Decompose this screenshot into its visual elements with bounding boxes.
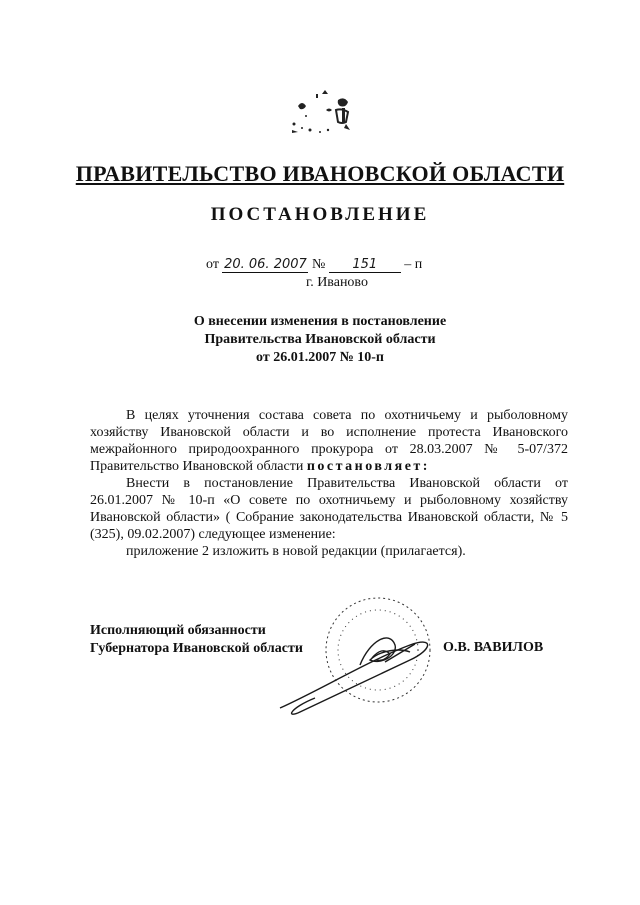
subject-line: Правительства Ивановской области xyxy=(204,332,436,347)
document-number: 151 xyxy=(329,257,401,273)
registration-line xyxy=(206,257,466,273)
document-date: 20. 06. 2007 xyxy=(224,257,307,272)
body-paragraph xyxy=(90,407,568,475)
resolution-keyword: постановляет: xyxy=(306,459,430,474)
coat-of-arms-emblem xyxy=(286,88,366,144)
city: г. Иваново xyxy=(306,275,368,290)
document-body xyxy=(90,407,568,560)
signer-position xyxy=(90,622,303,658)
subject-line: от 26.01.2007 № 10-п xyxy=(256,350,384,365)
body-paragraph: приложение 2 изложить в новой редакции (прилагается). xyxy=(126,544,466,559)
number-sign: № xyxy=(311,257,326,272)
government-name: ПРАВИТЕЛЬСТВО ИВАНОВСКОЙ ОБЛАСТИ xyxy=(75,161,565,186)
date-prefix: от xyxy=(206,257,219,272)
signer-name: О.В. ВАВИЛОВ xyxy=(443,640,544,655)
official-stamp-and-signature xyxy=(260,590,480,740)
signer-position-line: Губернатора Ивановской области xyxy=(90,641,303,656)
number-suffix: – п xyxy=(404,257,423,272)
document-subject xyxy=(0,313,640,367)
body-paragraph: Внести в постановление Правительства Ивановской области от 26.01.2007 № 10-п «О совете по охотничьему и рыболовному хозяйству Ивановской области» ( Собрание законодательства Ивановской области, № 5 (325), 09.02.2007) следующее изменение: xyxy=(90,476,568,542)
subject-line: О внесении изменения в постановление xyxy=(193,314,447,329)
signer-position-line: Исполняющий обязанности xyxy=(90,623,266,638)
document-type: ПОСТАНОВЛЕНИЕ xyxy=(210,204,430,225)
paragraph-text: В целях уточнения состава совета по охотничьему и рыболовному хозяйству Ивановской области и во исполнение протеста Ивановского межрайонного природоохранного прокурора от 28.03.2007 № 5-07/372 Правительство Ивановской области xyxy=(90,408,568,474)
